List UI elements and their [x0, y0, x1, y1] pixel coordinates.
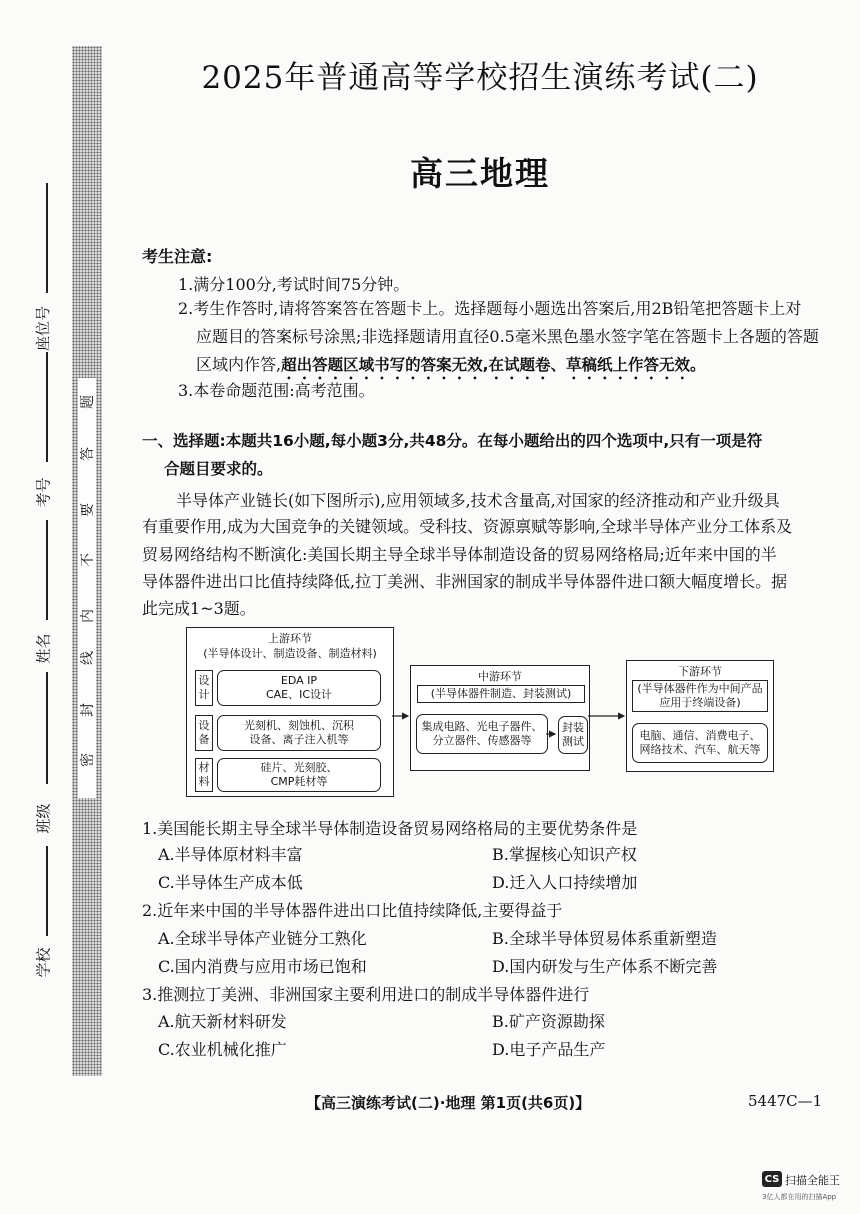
- question-3-stem: 3.推测拉丁美洲、非洲国家主要利用进口的制成半导体器件进行: [142, 985, 590, 1004]
- seal-char: 要: [80, 503, 96, 517]
- downstream-subtitle: (半导体器件作为中间产品 应用于终端设备): [632, 680, 768, 712]
- packaging-box: 封装 测试: [558, 716, 588, 754]
- q3-option-c[interactable]: C.农业机械化推广: [158, 1040, 287, 1059]
- passage-line: 贸易网络结构不断演化:美国长期主导全球半导体制造设备的贸易网络格局;近年来中国的半: [142, 545, 777, 564]
- scanner-name: 扫描全能王: [785, 1174, 840, 1187]
- seal-char: 不: [80, 553, 96, 567]
- seal-char: 密: [80, 753, 96, 767]
- class-label: 班级: [34, 803, 53, 834]
- seal-char: 线: [80, 651, 96, 665]
- notice-item-2: 2.考生作答时,请将答案答在答题卡上。选择题每小题选出答案后,用2B铅笔把答题卡上对: [178, 299, 802, 318]
- upstream-title: 上游环节: [268, 632, 312, 645]
- equipment-box: 光刻机、刻蚀机、沉积 设备、离子注入机等: [217, 715, 381, 751]
- upstream-subtitle: (半导体设计、制造设备、制造材料): [203, 647, 377, 660]
- passage-line: 导体器件进出口比值持续降低,拉丁美洲、非洲国家的制成半导体器件进口额大幅度增长。据: [142, 572, 788, 591]
- q3-option-b[interactable]: B.矿产资源勘探: [492, 1012, 605, 1031]
- row-label-equipment: 设 备: [195, 715, 213, 751]
- notice-item-2-cont: 应题目的答案标号涂黑;非选择题请用直径0.5毫米黑色墨水签字笔在答题卡上各题的答题: [196, 327, 819, 346]
- page-footer: 【高三演练考试(二)·地理 第1页(共6页)】: [306, 1094, 591, 1112]
- q2-option-c[interactable]: C.国内消费与应用市场已饱和: [158, 957, 367, 976]
- seal-char: 答: [80, 447, 96, 461]
- seat-number-label: 座位号: [34, 305, 53, 352]
- question-2-stem: 2.近年来中国的半导体器件进出口比值持续降低,主要得益于: [142, 901, 563, 920]
- q1-option-a[interactable]: A.半导体原材料丰富: [158, 845, 303, 864]
- section-heading-cont: 合题目要求的。: [164, 460, 273, 478]
- seal-char: 内: [80, 609, 96, 623]
- seal-char: 封: [80, 703, 96, 717]
- q1-option-b[interactable]: B.掌握核心知识产权: [492, 845, 637, 864]
- terminal-box: 电脑、通信、消费电子、 网络技术、汽车、航天等: [632, 723, 768, 763]
- device-box: 集成电路、光电子器件、 分立器件、传感器等: [416, 714, 548, 754]
- passage-line: 半导体产业链长(如下图所示),应用领域多,技术含量高,对国家的经济推动和产业升级具: [176, 491, 780, 510]
- notice-item-2-normal: 区域内作答,: [196, 355, 282, 374]
- row-label-design: 设 计: [195, 670, 213, 706]
- question-1-stem: 1.美国能长期主导全球半导体制造设备贸易网络格局的主要优势条件是: [142, 819, 638, 838]
- q3-option-d[interactable]: D.电子产品生产: [492, 1040, 606, 1059]
- passage-line: 有重要作用,成为大国竞争的关键领域。受科技、资源禀赋等影响,全球半导体产业分工体系及: [142, 517, 793, 536]
- seal-char: 题: [80, 395, 96, 409]
- scanner-tagline: 3亿人都在用的扫描App: [762, 1193, 837, 1201]
- exam-number-label: 考号: [34, 477, 53, 508]
- row-label-materials: 材 料: [195, 758, 213, 792]
- midstream-title: 中游环节: [478, 670, 522, 683]
- q1-option-c[interactable]: C.半导体生产成本低: [158, 873, 303, 892]
- passage-line: 此完成1~3题。: [142, 599, 256, 618]
- midstream-subtitle: (半导体器件制造、封装测试): [417, 685, 585, 703]
- downstream-title: 下游环节: [678, 665, 722, 678]
- q3-option-a[interactable]: A.航天新材料研发: [158, 1012, 287, 1031]
- notice-item-1: 1.满分100分,考试时间75分钟。: [178, 275, 410, 294]
- q1-option-d[interactable]: D.迁入人口持续增加: [492, 873, 638, 892]
- materials-box: 硅片、光刻胶、 CMP耗材等: [217, 758, 381, 792]
- exam-title: 2025年普通高等学校招生演练考试(二): [201, 60, 759, 96]
- q2-option-a[interactable]: A.全球半导体产业链分工熟化: [158, 929, 367, 948]
- subject-title: 高三地理: [410, 154, 550, 193]
- paper-code: 5447C—1: [748, 1092, 823, 1110]
- school-label: 学校: [34, 947, 53, 978]
- notice-item-2-emphasis: 超出答题区域书写的答案无效,在试题卷、草稿纸上作答无效。: [281, 356, 706, 374]
- q2-option-d[interactable]: D.国内研发与生产体系不断完善: [492, 957, 718, 976]
- name-label: 姓名: [34, 633, 53, 664]
- design-box: EDA IP CAE、IC设计: [217, 670, 381, 706]
- scanner-logo: CS: [762, 1171, 782, 1187]
- section-heading: 一、选择题:本题共16小题,每小题3分,共48分。在每小题给出的四个选项中,只有一项是符: [142, 432, 763, 450]
- q2-option-b[interactable]: B.全球半导体贸易体系重新塑造: [492, 929, 717, 948]
- notice-item-3: 3.本卷命题范围:高考范围。: [178, 381, 375, 400]
- notice-heading: 考生注意:: [142, 247, 213, 266]
